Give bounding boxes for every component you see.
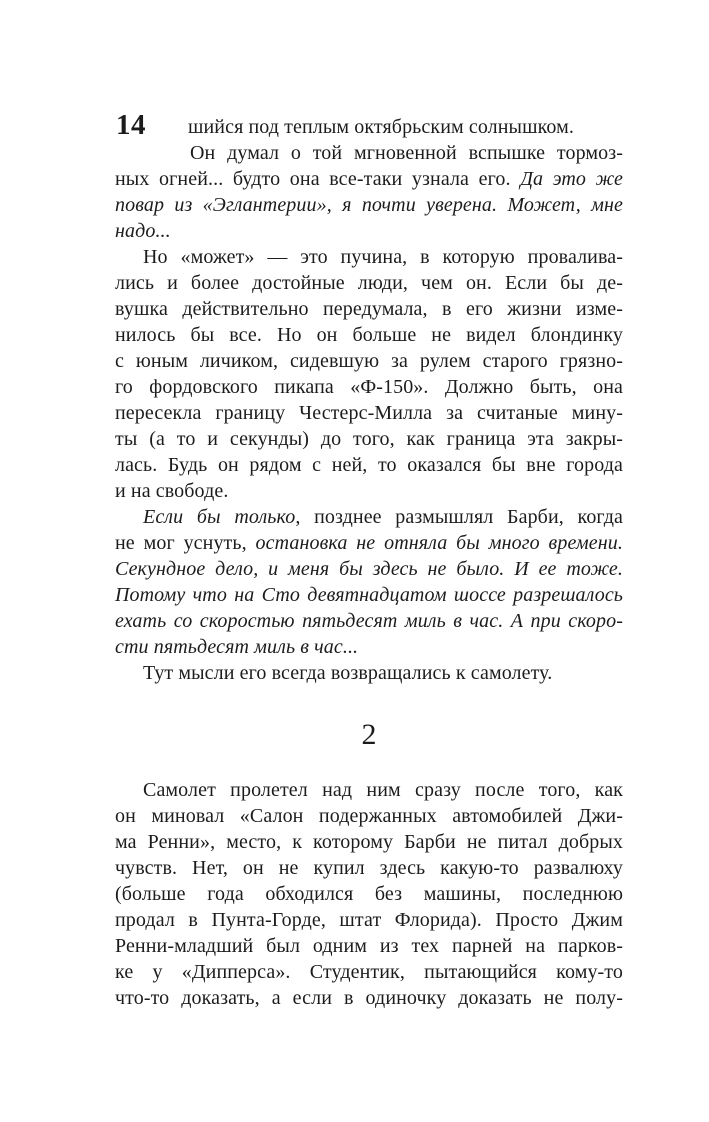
text-line — [115, 829, 623, 855]
text-run: , позднее размышлял Барби, когда — [295, 506, 623, 528]
text-run: вушка действительно передумала, в его жизни изме- — [115, 298, 623, 320]
italic-text-run: Если бы только — [143, 506, 296, 528]
text-line — [115, 426, 623, 452]
italic-text-run: остановка не отняла бы много времени. — [255, 532, 623, 554]
text-line — [115, 218, 623, 244]
italic-text-run: сти пятьдесят миль в час... — [115, 636, 359, 658]
text-run: пересекла границу Честерс-Милла за считаные мину- — [115, 402, 623, 424]
text-line — [115, 803, 623, 829]
text-line — [115, 452, 623, 478]
text-line — [115, 348, 623, 374]
text-line — [115, 270, 623, 296]
text-line — [115, 582, 623, 608]
page-number: 14 — [116, 109, 146, 141]
text-run: продал в Пунта-Горде, штат Флорида). Просто Джим — [115, 909, 623, 931]
text-run: чувств. Нет, он не купил здесь какую-то развалюху — [115, 857, 623, 879]
text-run: ке у «Дипперса». Студентик, пытающийся кому-то — [115, 961, 623, 983]
text-line — [115, 140, 623, 166]
text-line — [115, 634, 623, 660]
text-run: Самолет пролетел над ним сразу после того, как — [143, 779, 623, 801]
text-run: лась. Будь он рядом с ней, то оказался бы вне города — [115, 454, 623, 476]
text-run: он миновал «Салон подержанных автомобилей Джи- — [115, 805, 623, 827]
text-run: что-то доказать, а если в одиночку доказать не полу- — [115, 987, 623, 1009]
italic-text-run: надо... — [115, 220, 171, 242]
text-line — [115, 478, 623, 504]
text-run: шийся под теплым октябрьским солнышком. — [188, 116, 574, 138]
text-line — [115, 192, 623, 218]
text-line — [115, 530, 623, 556]
text-line — [115, 504, 623, 530]
paragraph-block-2 — [115, 777, 623, 1011]
text-run: с юным личиком, сидевшую за рулем старого грязно- — [115, 350, 623, 372]
text-run: Он думал о той мгновенной вспышке тормоз- — [190, 142, 623, 164]
text-line — [115, 985, 623, 1011]
text-run: го фордовского пикапа «Ф-150». Должно быть, она — [115, 376, 623, 398]
italic-text-run: Потому что на Сто девятнадцатом шоссе разрешалось — [115, 584, 623, 606]
text-run: (больше года обходился без машины, последнюю — [115, 883, 623, 905]
text-run: ма Ренни», место, к которому Барби не питал добрых — [115, 831, 623, 853]
section-number: 2 — [361, 718, 377, 751]
paragraph-block-1 — [115, 114, 623, 686]
text-line — [115, 933, 623, 959]
text-run: нилось бы все. Но он больше не видел блондинку — [115, 324, 623, 346]
text-run: Ренни-младший был одним из тех парней на парков- — [115, 935, 623, 957]
text-line — [115, 907, 623, 933]
text-column — [115, 114, 623, 1011]
text-line — [115, 374, 623, 400]
text-line — [115, 166, 623, 192]
text-line — [115, 959, 623, 985]
text-line — [115, 556, 623, 582]
text-line — [115, 244, 623, 270]
text-run: и на свободе. — [115, 480, 229, 502]
text-run: ты (а то и секунды) до того, как граница эта закры- — [115, 428, 623, 450]
text-line — [115, 400, 623, 426]
italic-text-run: ехать со скоростью пятьдесят миль в час. А при скоро- — [115, 610, 623, 632]
text-run: Но «может» — это пучина, в которую провалива- — [143, 246, 623, 268]
text-line — [115, 322, 623, 348]
text-line — [115, 855, 623, 881]
text-line — [115, 296, 623, 322]
text-line — [115, 777, 623, 803]
text-line — [115, 114, 623, 140]
text-run: лись и более достойные люди, чем он. Если бы де- — [115, 272, 623, 294]
text-line — [115, 881, 623, 907]
italic-text-run: Да это же — [520, 168, 623, 190]
text-line — [115, 660, 623, 686]
text-run: не мог уснуть, — [115, 532, 256, 554]
text-run: Тут мысли его всегда возвращались к самолету. — [143, 662, 553, 684]
text-run: ных огней... будто она все-таки узнала его. — [115, 168, 521, 190]
italic-text-run: повар из «Эглантерии», я почти уверена. Может, мне — [115, 194, 623, 216]
italic-text-run: Секундное дело, и меня бы здесь не было. И ее тоже. — [115, 558, 623, 580]
text-line — [115, 608, 623, 634]
